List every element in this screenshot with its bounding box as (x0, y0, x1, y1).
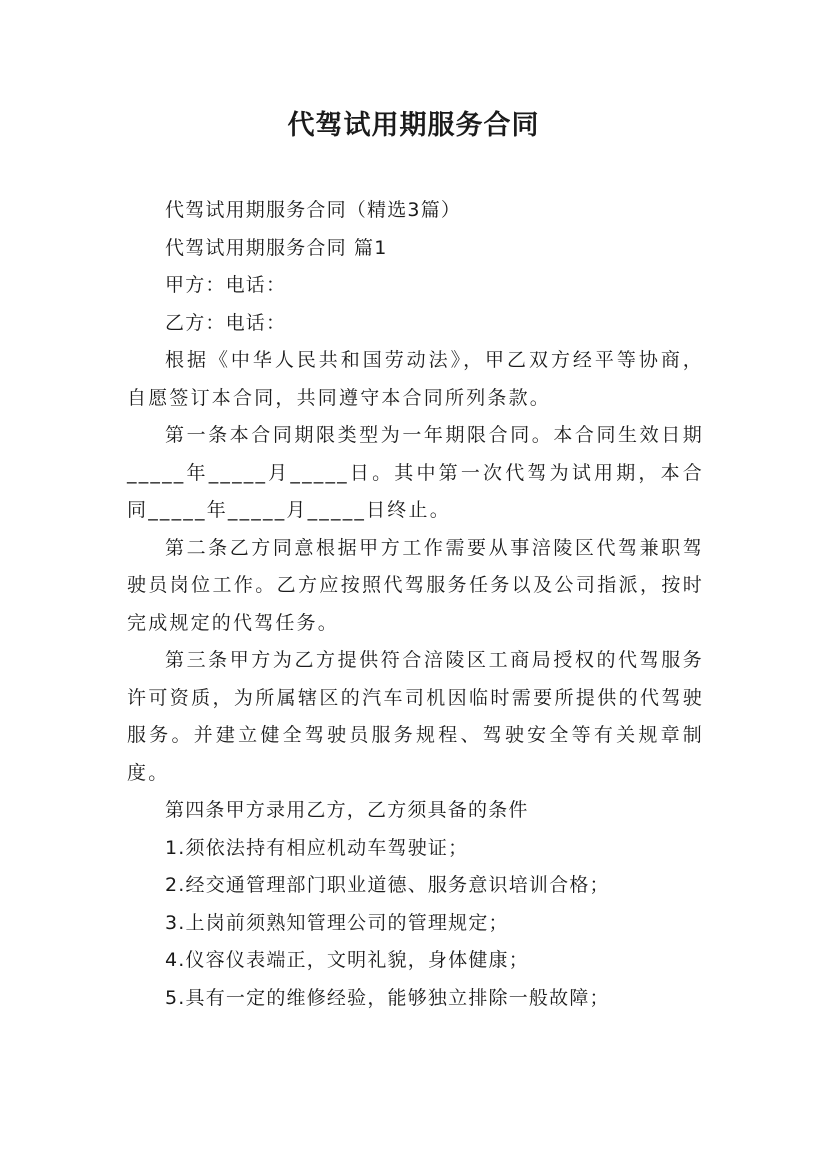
paragraph-article-3: 第三条甲方为乙方提供符合涪陵区工商局授权的代驾服务许可资质，为所属辖区的汽车司机因临时需要所提供的代驾驶服务。并建立健全驾驶员服务规程、驾驶安全等有关规章制度。 (127, 649, 704, 784)
paragraph-subtitle: 代驾试用期服务合同（精选3篇） (165, 199, 462, 221)
paragraph-party-a: 甲方：电话： (165, 274, 287, 296)
paragraph-preamble: 根据《中华人民共和国劳动法》，甲乙双方经平等协商，自愿签订本合同，共同遵守本合同所列条款。 (127, 349, 704, 409)
paragraph-article-4: 第四条甲方录用乙方，乙方须具备的条件 (165, 799, 529, 821)
list-item-2: 2.经交通管理部门职业道德、服务意识培训合格； (165, 874, 610, 896)
paragraph-section-heading: 代驾试用期服务合同 篇1 (165, 236, 388, 259)
paragraph-article-2: 第二条乙方同意根据甲方工作需要从事涪陵区代驾兼职驾驶员岗位工作。乙方应按照代驾服务任务以及公司指派，按时完成规定的代驾任务。 (127, 536, 704, 634)
list-item-5: 5.具有一定的维修经验，能够独立排除一般故障； (165, 986, 610, 1009)
list-item-4: 4.仪容仪表端正，文明礼貌，身体健康； (165, 949, 529, 971)
paragraph-article-1: 第一条本合同期限类型为一年期限合同。本合同生效日期_____年_____月_____日。其中第一次代驾为试用期，本合同_____年_____月_____日终止。 (127, 424, 704, 521)
paragraph-party-b: 乙方：电话： (165, 311, 287, 334)
list-item-1: 1.须依法持有相应机动车驾驶证； (165, 836, 469, 859)
document-body (127, 192, 704, 1017)
list-item-3: 3.上岗前须熟知管理公司的管理规定； (165, 911, 509, 934)
document-title: 代驾试用期服务合同 (287, 110, 540, 141)
